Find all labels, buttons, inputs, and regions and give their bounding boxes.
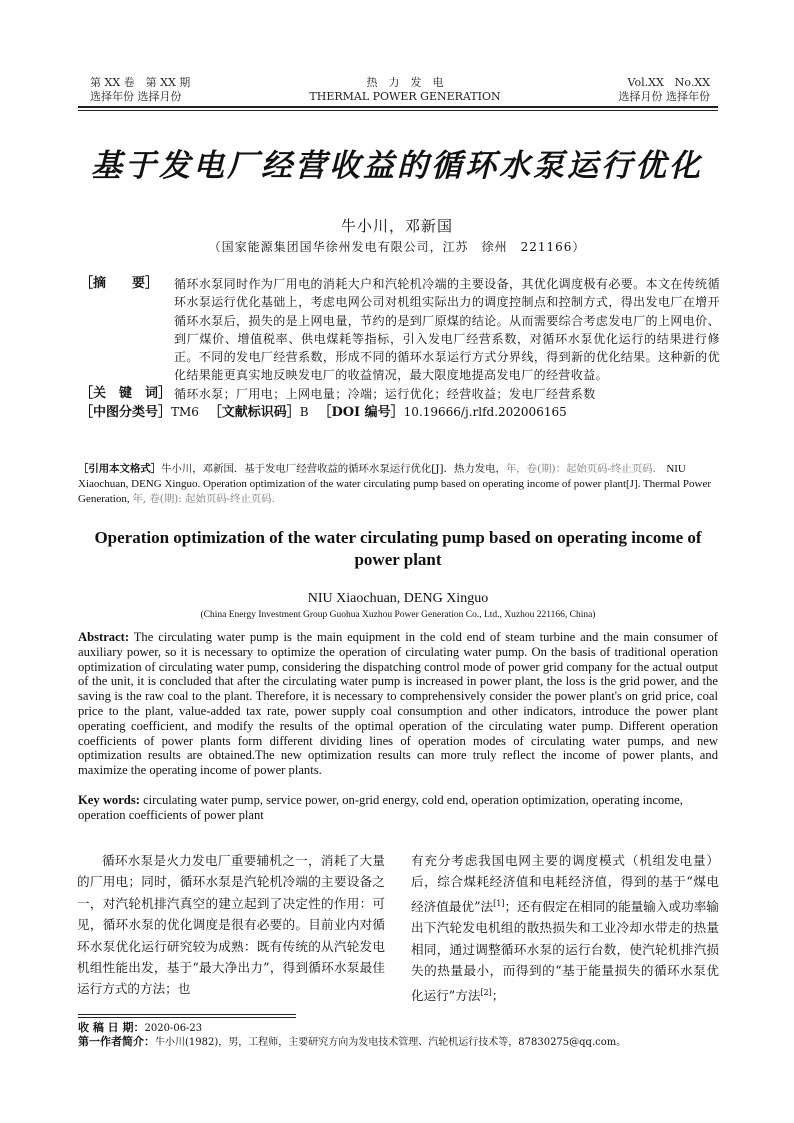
received-value: 2020-06-23 (144, 1023, 203, 1034)
citation-format (78, 462, 718, 507)
header-rule (78, 106, 718, 108)
footnote-rule (78, 1014, 296, 1015)
abstract-zh (80, 275, 720, 385)
abstract-zh-label: ［摘 要］ (80, 276, 159, 291)
authors-zh: 牛小川，邓新国 (340, 217, 453, 235)
abstract-zh-text: 循环水泵同时作为厂用电的消耗大户和汽轮机冷端的主要设备，其优化调度极有必要。本文在传统循环水泵运行优化基础上，考虑电网公司对机组实际出力的调度控制点和控制方式，得出发电厂在增开循环水泵后，损失的是上网电量，节约的是到厂原煤的结论。从而需要综合考虑发电厂的上网电价、到厂煤价、增值税率、供电煤耗等指标，引入发电厂经营系数，对循环水泵优化运行的结果进行修正。不同的发电厂经营系数，形成不同的循环水泵运行方式分界线，得到新的优化结果。这种新的优化结果能更真实地反映发电厂的收益情况，最大限度地提高发电厂的经营收益。 (174, 277, 720, 383)
keywords-en (78, 793, 718, 823)
year-month-select: 选择年份 选择月份 (90, 90, 182, 103)
affiliation-en: (China Energy Investment Group Guohua Xuzhou Power Generation Co., Ltd., Xuzhou 221166, China) (200, 610, 596, 620)
doc-code-value: B (299, 404, 309, 419)
month-year-select: 选择月份 选择年份 (618, 90, 710, 103)
journal-issue-header (90, 76, 190, 104)
reference-1[interactable]: [1] (493, 898, 505, 908)
doc-code-label: ［文献标识码］ (208, 404, 300, 420)
body-column-left: 循环水泵是火力发电厂重要辅机之一，消耗了大量的厂用电；同时，循环水泵是汽轮机冷端的主要设备之一，对汽轮机排汽真空的建立起到了决定性的作用：可见，循环水泵的优化调度是很有必要的。目前业内对循环水泵优化运行研究较为成熟：既有传统的从汽轮发电机组性能出发，基于“最大净出力”，得到循环水泵最佳运行方式的方法；也 (77, 853, 385, 997)
journal-name-en: THERMAL POWER GENERATION (309, 90, 501, 103)
body-column-right (411, 850, 719, 1006)
received-date (78, 1021, 718, 1036)
first-author-bio (78, 1035, 718, 1050)
abstract-en-text: The circulating water pump is the main equipment in the cold end of steam turbine and the main consumer of auxiliary power, so it is necessary to optimize the operation of circulating water pump. On the basis of traditional operation optimization of circulating water pump, considering the dispatching control mode of power grid company for the actual output of the unit, it is concluded that after the circulating water pump is increased in power plant, the loss is the grid power, and the saving is the raw coal to the plant. Therefore, it is necessary to comprehensively consider the power plant's on grid price, coal price to the plant, value-added tax rate, power supply coal consumption and other indicators, introduce the power plant operating coefficient, and modify the results of the optimal operation of the circulating water pump. Different operation coefficients of power plants form different dividing lines of operation modes of circulating water pumps, and new optimization results are obtained.The new optimization results can more truly reflect the income of power plants, and maximize the operating income of power plants. (78, 630, 718, 778)
abstract-en-label: Abstract: (78, 630, 130, 644)
footnote-rule-thin (78, 1017, 296, 1018)
abstract-en (78, 630, 718, 778)
classification-line (80, 403, 720, 422)
header-rule-thin (78, 110, 718, 111)
body-right-text-2: ；还有假定在相同的能量输入或功率输出下汽轮发电机组的散热损失和工业冷却水带走的热量相同，通过调整循环水泵的运行台数，使汽轮机排汽损失的热量最小，而得到的“基于能量损失的循环水泵优化运行”方法 (411, 899, 719, 1003)
paper-title-en: Operation optimization of the water circulating pump based on operating income of power plant (94, 528, 702, 569)
journal-name-header (250, 76, 560, 104)
author-bio-value: 牛小川(1982)，男，工程师，主要研究方向为发电技术管理、汽轮机运行技术等，87830275@qq.com。 (155, 1037, 627, 1048)
keywords-en-text: circulating water pump, service power, on-grid energy, cold end, operation optimization, operating income, operation coefficients of power plant (78, 793, 683, 822)
received-label: 收 稿 日 期： (78, 1021, 145, 1034)
clc-label: ［中图分类号］ (80, 404, 172, 420)
doi-label: ［DOI 编号］ (318, 404, 404, 420)
citation-zh: 牛小川，邓新国．基于发电厂经营收益的循环水泵运行优化[J]．热力发电， (161, 463, 506, 475)
authors-en: NIU Xiaochuan, DENG Xinguo (307, 591, 489, 606)
keywords-zh-text: 循环水泵；厂用电；上网电量；冷端；运行优化；经营收益；发电厂经营系数 (174, 386, 596, 401)
author-bio-label: 第一作者简介： (78, 1035, 155, 1048)
citation-zh-placeholder: 年，卷(期)：起始页码-终止页码． (505, 463, 663, 475)
keywords-en-label: Key words: (78, 793, 140, 807)
clc-value: TM6 (171, 404, 199, 419)
doi-value: 10.19666/j.rlfd.202006165 (403, 404, 567, 419)
body-right-text-3: ； (491, 987, 505, 1003)
affiliation-zh: （国家能源集团国华徐州发电有限公司，江苏 徐州 221166） (208, 240, 586, 254)
keywords-zh (80, 385, 720, 403)
body-right-text-1: 有充分考虑我国电网主要的调度模式（机组发电量）后，综合煤耗经济值和电耗经济值，得到的基于“煤电经济值最优”法 (411, 853, 719, 914)
paper-title-zh: 基于发电厂经营收益的循环水泵运行优化 (91, 148, 703, 184)
journal-volume-header (619, 76, 711, 104)
citation-en-placeholder: 年, 卷(期): 起始页码-终止页码. (132, 493, 276, 505)
citation-en: NIU Xiaochuan, DENG Xinguo. Operation optimization of the water circulating pump based on operating income of power plant[J]. Thermal Power Generation, (78, 463, 712, 505)
journal-name-zh: 热 力 发 电 (366, 76, 444, 89)
citation-label: ［引用本文格式］ (78, 463, 162, 475)
keywords-zh-label: ［关 键 词］ (80, 385, 172, 401)
volume-number-en: Vol.XX No.XX (627, 76, 710, 89)
reference-2[interactable]: [2] (480, 987, 492, 997)
volume-issue: 第 XX 卷 第 XX 期 (90, 76, 191, 89)
abstract-zh-block (80, 275, 720, 422)
